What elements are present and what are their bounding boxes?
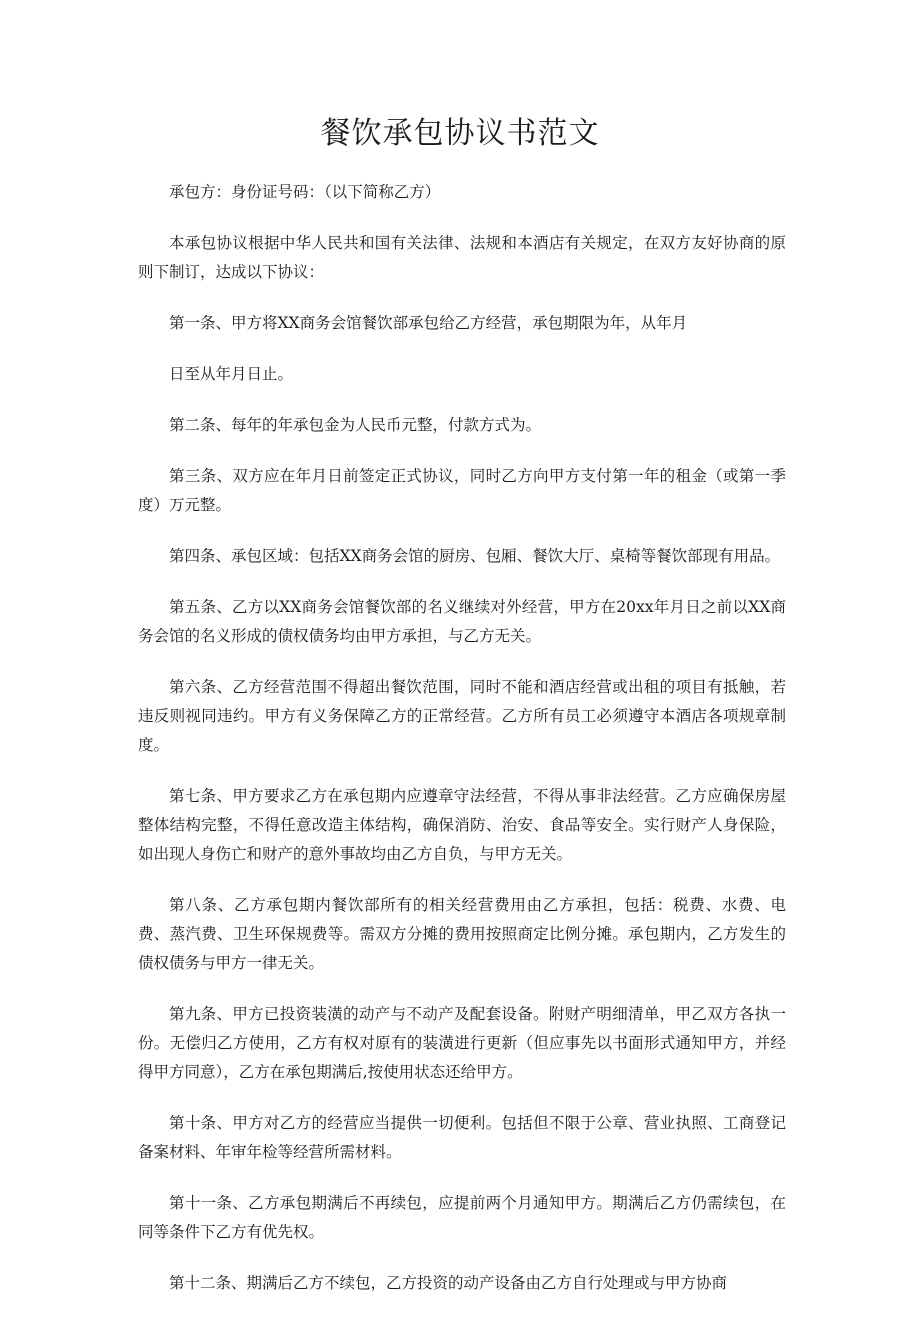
paragraph-article-4: 第四条、承包区域：包括XX商务会馆的厨房、包厢、餐饮大厅、桌椅等餐饮部现有用品。	[169, 547, 781, 565]
paragraph-article-7: 第七条、甲方要求乙方在承包期内应遵章守法经营，不得从事非法经营。乙方应确保房屋整体结构完整，不得任意改造主体结构，确保消防、治安、食品等安全。实行财产人身保险，如出现人身伤亡和财产的意外事故均由乙方自负，与甲方无关。	[138, 787, 786, 863]
paragraph-contractor-info: 承包方：身份证号码：（以下简称乙方）	[169, 183, 441, 201]
paragraph-article-12: 第十二条、期满后乙方不续包，乙方投资的动产设备由乙方自行处理或与甲方协商	[169, 1274, 728, 1292]
paragraph-article-9: 第九条、甲方已投资装潢的动产与不动产及配套设备。附财产明细清单，甲乙双方各执一份。无偿归乙方使用，乙方有权对原有的装潢进行更新（但应事先以书面形式通知甲方，并经得甲方同意），乙方在承包期满后,按使用状态还给甲方。	[138, 1005, 786, 1081]
paragraph-article-1-cont: 日至从年月日止。	[169, 365, 294, 383]
paragraph-article-1: 第一条、甲方将XX商务会馆餐饮部承包给乙方经营，承包期限为年，从年月	[169, 314, 688, 332]
paragraph-article-8: 第八条、乙方承包期内餐饮部所有的相关经营费用由乙方承担，包括：税费、水费、电费、蒸汽费、卫生环保规费等。需双方分摊的费用按照商定比例分摊。承包期内，乙方发生的债权债务与甲方一律无关。	[138, 896, 786, 972]
paragraph-article-3: 第三条、双方应在年月日前签定正式协议，同时乙方向甲方支付第一年的租金（或第一季度）万元整。	[138, 467, 786, 514]
paragraph-article-2: 第二条、每年的年承包金为人民币元整，付款方式为。	[169, 416, 542, 434]
paragraph-article-11: 第十一条、乙方承包期满后不再续包，应提前两个月通知甲方。期满后乙方仍需续包，在同等条件下乙方有优先权。	[138, 1194, 786, 1241]
document-body	[138, 178, 786, 1320]
paragraph-article-10: 第十条、甲方对乙方的经营应当提供一切便利。包括但不限于公章、营业执照、工商登记备案材料、年审年检等经营所需材料。	[138, 1114, 786, 1161]
paragraph-article-5: 第五条、乙方以XX商务会馆餐饮部的名义继续对外经营，甲方在20xx年月日之前以XX商务会馆的名义形成的债权债务均由甲方承担，与乙方无关。	[138, 598, 786, 645]
paragraph-preamble: 本承包协议根据中华人民共和国有关法律、法规和本酒店有关规定，在双方友好协商的原则下制订，达成以下协议：	[138, 234, 786, 281]
paragraph-article-6: 第六条、乙方经营范围不得超出餐饮范围，同时不能和酒店经营或出租的项目有抵触，若违反则视同违约。甲方有义务保障乙方的正常经营。乙方所有员工必须遵守本酒店各项规章制度。	[138, 678, 786, 754]
document-title: 餐饮承包协议书范文	[320, 116, 600, 151]
